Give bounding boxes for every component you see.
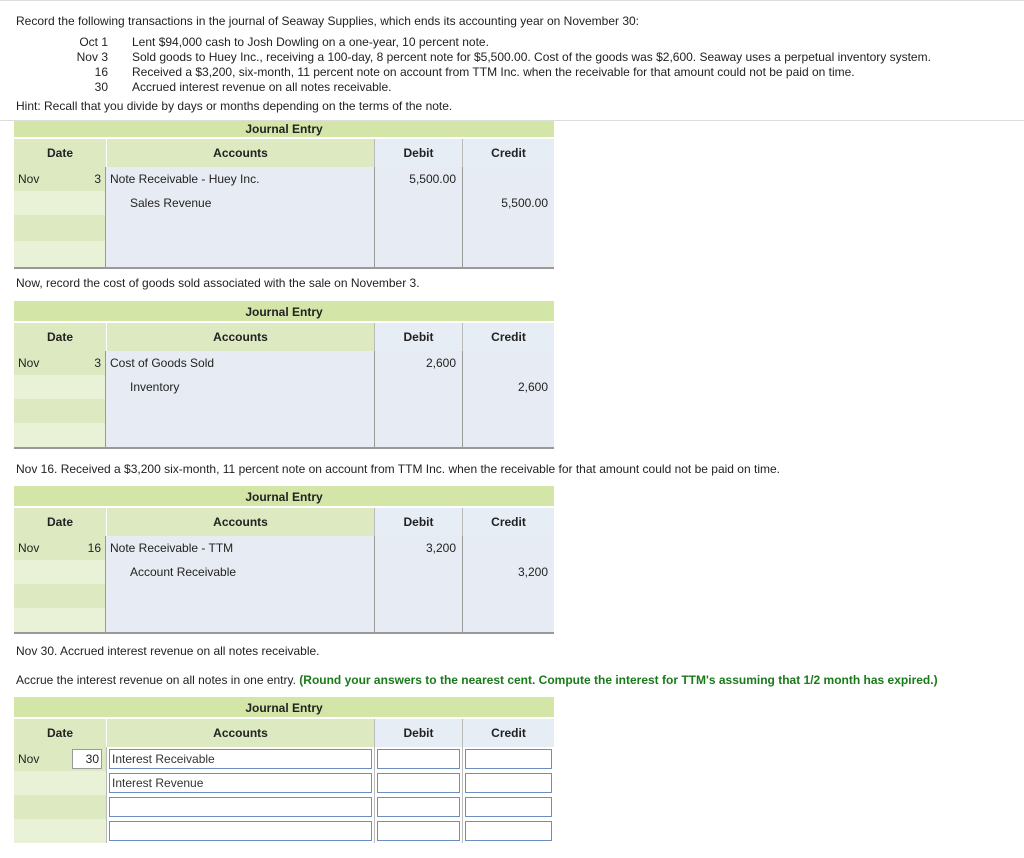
- debit-amount: 3,200: [374, 536, 462, 560]
- debit-amount: 5,500.00: [374, 167, 462, 191]
- journal-entry-cogs: [14, 301, 554, 449]
- accounts-header: Accounts: [106, 139, 374, 167]
- entry-month: Nov: [18, 752, 40, 766]
- date-header: Date: [14, 139, 106, 167]
- accounts-header: Accounts: [106, 719, 374, 747]
- journal-entry-body: [14, 747, 554, 843]
- instructions: [16, 14, 1016, 95]
- journal-entry-body: [14, 351, 554, 449]
- account-field[interactable]: [109, 821, 372, 841]
- transaction-row: [16, 50, 1016, 65]
- debit-account: Note Receivable - TTM: [106, 536, 374, 560]
- account-field[interactable]: Interest Receivable: [109, 749, 372, 769]
- debit-input[interactable]: [377, 797, 460, 817]
- credit-header: Credit: [462, 508, 554, 536]
- debit-input[interactable]: [377, 821, 460, 841]
- journal-entry-header: [14, 508, 554, 536]
- credit-amount: 3,200: [462, 560, 554, 584]
- instruction-rounding: (Round your answers to the nearest cent. Compute the interest for TTM's assuming that 1/2 month has expired.): [299, 673, 938, 687]
- entry-month: Nov: [18, 541, 40, 555]
- transaction-text: Received a $3,200, six-month, 11 percent note on account from TTM Inc. when the receivable for that amount could not be paid on time.: [132, 65, 855, 79]
- table-row: [14, 819, 554, 843]
- credit-input[interactable]: [465, 773, 552, 793]
- journal-entry-body: [14, 167, 554, 269]
- table-row: [14, 536, 554, 560]
- credit-header: Credit: [462, 323, 554, 351]
- transaction-text: Sold goods to Huey Inc., receiving a 100-day, 8 percent note for $5,500.00. Cost of the goods was $2,600. Seaway uses a perpetual inventory system.: [132, 50, 931, 64]
- table-row: [14, 375, 554, 399]
- debit-header: Debit: [374, 719, 462, 747]
- table-row: [14, 584, 554, 608]
- table-row: [14, 215, 554, 241]
- transaction-text: Lent $94,000 cash to Josh Dowling on a one-year, 10 percent note.: [132, 35, 489, 49]
- date-header: Date: [14, 508, 106, 536]
- debit-header: Debit: [374, 139, 462, 167]
- credit-amount: 2,600: [462, 375, 554, 399]
- journal-entry-title: Journal Entry: [14, 121, 554, 139]
- instruction-accrual: Nov 30. Accrued interest revenue on all notes receivable.: [16, 644, 320, 658]
- debit-amount-empty: [374, 191, 462, 215]
- table-row: [14, 423, 554, 447]
- transaction-date: Oct 1: [79, 35, 108, 49]
- credit-amount: 5,500.00: [462, 191, 554, 215]
- hint-text: Hint: Recall that you divide by days or months depending on the terms of the note.: [16, 99, 453, 113]
- table-row: [14, 167, 554, 191]
- journal-entry-interest: [14, 697, 554, 843]
- date-header: Date: [14, 719, 106, 747]
- debit-header: Debit: [374, 323, 462, 351]
- transaction-date: Nov 3: [76, 50, 108, 64]
- transaction-row: [16, 80, 1016, 95]
- debit-amount: 2,600: [374, 351, 462, 375]
- credit-header: Credit: [462, 139, 554, 167]
- account-field[interactable]: Interest Revenue: [109, 773, 372, 793]
- accounts-header: Accounts: [106, 323, 374, 351]
- debit-header: Debit: [374, 508, 462, 536]
- instruction-cogs: Now, record the cost of goods sold associated with the sale on November 3.: [16, 276, 420, 290]
- entry-day: 3: [67, 351, 106, 375]
- journal-entry-header: [14, 323, 554, 351]
- table-row: [14, 560, 554, 584]
- table-row: [14, 795, 554, 819]
- entry-day: 16: [67, 536, 106, 560]
- journal-entry-title: Journal Entry: [14, 697, 554, 719]
- entry-month: Nov: [18, 172, 40, 186]
- transaction-row: [16, 35, 1016, 50]
- account-field[interactable]: [109, 797, 372, 817]
- credit-account: Inventory: [106, 375, 374, 399]
- entry-month: Nov: [18, 356, 40, 370]
- instructions-lead: Record the following transactions in the journal of Seaway Supplies, which ends its accounting year on November 30:: [16, 14, 640, 28]
- journal-entry-title: Journal Entry: [14, 301, 554, 323]
- accounts-header: Accounts: [106, 508, 374, 536]
- day-field[interactable]: 30: [72, 749, 102, 769]
- table-row: [14, 608, 554, 632]
- credit-amount-empty: [462, 167, 554, 191]
- table-row: [14, 771, 554, 795]
- credit-input[interactable]: [465, 821, 552, 841]
- transaction-date: 30: [94, 80, 108, 94]
- credit-input[interactable]: [465, 797, 552, 817]
- transaction-date: 16: [94, 65, 108, 79]
- journal-entry-title: Journal Entry: [14, 486, 554, 508]
- credit-header: Credit: [462, 719, 554, 747]
- debit-input[interactable]: [377, 773, 460, 793]
- entry-day: 3: [67, 167, 106, 191]
- journal-entry-body: [14, 536, 554, 634]
- table-row: [14, 351, 554, 375]
- table-row: [14, 747, 554, 771]
- credit-account: Account Receivable: [106, 560, 374, 584]
- journal-entry-header: [14, 719, 554, 747]
- table-row: [14, 191, 554, 215]
- debit-account: Cost of Goods Sold: [106, 351, 374, 375]
- journal-entry-header: [14, 139, 554, 167]
- top-divider: [0, 0, 1024, 1]
- transaction-text: Accrued interest revenue on all notes receivable.: [132, 80, 392, 94]
- credit-account: Sales Revenue: [106, 191, 374, 215]
- debit-account: Note Receivable - Huey Inc.: [106, 167, 374, 191]
- journal-entry-sale: [14, 121, 554, 269]
- table-row: [14, 399, 554, 423]
- instruction-accrue-text: Accrue the interest revenue on all notes in one entry.: [16, 673, 300, 687]
- journal-entry-ttm: [14, 486, 554, 634]
- instruction-accrue-interest: [16, 673, 938, 687]
- date-header: Date: [14, 323, 106, 351]
- table-row: [14, 241, 554, 267]
- credit-input[interactable]: [465, 749, 552, 769]
- debit-input[interactable]: [377, 749, 460, 769]
- transaction-row: [16, 65, 1016, 80]
- instruction-ttm-note: Nov 16. Received a $3,200 six-month, 11 percent note on account from TTM Inc. when the receivable for that amount could not be paid on time.: [16, 462, 780, 476]
